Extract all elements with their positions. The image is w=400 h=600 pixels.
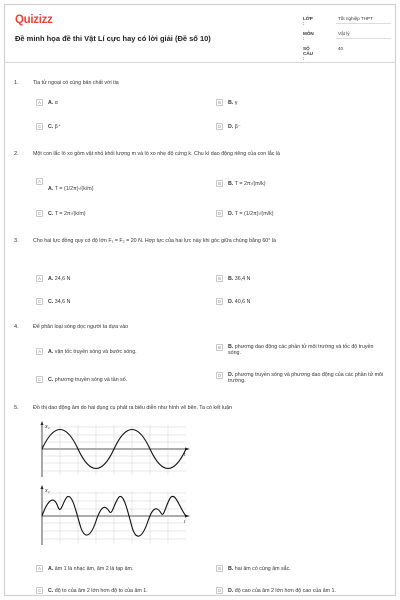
question-number: 4. [14,324,19,330]
option-a[interactable] [36,99,58,106]
option-text: vận tốc truyền sóng và bước sóng. [54,348,137,355]
top-axis-label: x₁ [45,424,50,430]
option-text: 24,6 N [54,275,71,282]
meta-label: LỚP : [303,16,313,26]
option-a[interactable] [36,565,133,572]
brand-logo: Quizizz [15,14,53,26]
option-text: α [54,99,58,106]
question-text: Để phân loại sóng dọc người ta dựa vào [33,324,129,330]
option-text: âm 1 là nhạc âm, âm 2 là tạp âm. [54,565,134,572]
top-t-label: t [184,453,186,458]
question-text: Đồ thị dao động âm do hai dụng cụ phát ra biểu diễn như hình vẽ bên. Ta có kết luận [33,405,232,411]
option-text: phương dao động các phần tử môi trường và tốc độ truyền sóng. [228,344,374,357]
option-key-box: B [216,180,223,187]
sound-wave-figure [36,421,192,549]
option-key-box: C [37,211,42,216]
option-b[interactable] [216,565,291,572]
option-c[interactable] [36,376,127,383]
option-key-box: C [37,124,42,129]
meta-value: 40 [338,46,344,51]
option-text: hai âm có cùng âm sắc. [234,565,291,572]
option-label: D. [228,123,234,130]
option-label: B. [228,565,234,572]
option-d[interactable] [216,210,274,217]
option-text: 36,4 N [234,275,251,282]
bottom-grid [42,491,186,543]
option-key-box: A [36,565,43,572]
option-key-box: C [37,377,42,382]
option-label: A. [48,275,54,282]
option-d[interactable] [216,372,384,384]
option-key-box: D [217,373,222,378]
option-key-box: D [217,211,222,216]
option-c[interactable] [36,587,148,594]
option-text: γ [234,99,238,106]
option-b[interactable] [216,275,250,282]
question-text: Cho hai lực đồng quy có độ lớn F₁ = F₂ = 20 N. Hợp lực của hai lực này khi góc giữa chúng bằng 60° là [33,238,276,244]
meta-label: MÔN : [303,31,314,41]
option-c[interactable] [36,298,70,305]
option-b[interactable] [216,344,384,356]
question-number: 3. [14,238,19,244]
top-y-arrow [41,421,44,425]
option-label: D. [228,587,234,594]
bottom-t-label: t [184,520,186,525]
option-text: β⁻ [234,123,241,130]
option-b[interactable] [216,99,237,106]
option-key-box: D [217,299,222,304]
option-label: B. [228,344,234,350]
option-label: B. [228,180,234,187]
option-label: B. [228,99,234,106]
option-label: A. [48,186,54,192]
option-a[interactable] [36,178,94,192]
meta-divider [336,23,391,24]
option-label: D. [228,210,234,217]
option-text: T = 2π√(k/m) [54,210,86,217]
meta-label: SỐ CÂU : [303,46,313,61]
option-key-box: C [37,299,42,304]
question-number: 2. [14,151,19,157]
option-d[interactable] [216,298,250,305]
page-title: Đề minh họa đề thi Vật Lí cực hay có lời giải (Đề số 10) [15,34,211,43]
option-text: T = (1/2π)√(k/m) [54,186,94,192]
question-number: 1. [14,80,19,86]
option-label: A. [48,565,54,572]
option-label: C. [48,210,54,217]
option-text: phương truyền sóng và tần số. [54,376,128,383]
option-key-box: D [217,124,222,129]
meta-value: Vật lý [338,31,350,36]
option-key-box: A [36,178,43,185]
option-text: độ cao của âm 2 lớn hơn độ cao của âm 1. [234,587,336,594]
question-text: Một con lắc lò xo gồm vật nhỏ khối lượng m và lò xo nhẹ độ cứng k. Chu kì dao động riêng của con lắc là [33,151,281,157]
option-label: D. [228,298,234,305]
bottom-y-arrow [41,485,44,489]
option-label: A. [48,99,54,106]
option-key-box: C [37,588,42,593]
option-key-box: A [36,275,43,282]
option-text: 40,6 N [234,298,251,305]
option-key-box: A [36,99,43,106]
option-key-box: B [216,99,223,106]
option-key-box: A [36,348,43,355]
option-text: độ to của âm 2 lớn hơn độ to của âm 1. [54,587,148,594]
option-key-box: B [216,275,223,282]
option-b[interactable] [216,180,266,187]
option-text: β⁺ [54,123,61,130]
option-text: T = 2π√(m/k) [234,180,266,187]
option-c[interactable] [36,123,61,130]
option-a[interactable] [36,275,70,282]
header-divider [4,62,396,63]
option-key-box: D [217,588,222,593]
meta-value: Tốt nghiệp THPT [338,16,373,21]
option-text: T = (1/2π)√(m/k) [234,210,274,217]
option-text: 34,6 N [54,298,71,305]
option-label: A. [48,348,54,355]
option-label: C. [48,376,54,383]
option-label: C. [48,298,54,305]
bottom-axis-label: x₂ [45,488,50,494]
option-label: C. [48,123,54,130]
option-key-box: B [216,344,223,351]
option-d[interactable] [216,587,336,594]
question-number: 5. [14,405,19,411]
option-a[interactable] [36,348,137,355]
option-d[interactable] [216,123,241,130]
option-c[interactable] [36,210,86,217]
question-text: Tia tử ngoại có cùng bản chất với tia [33,80,119,86]
option-text: phương truyền sóng và phương dao động của các phần tử môi trường. [228,372,384,385]
option-key-box: B [216,565,223,572]
option-label: B. [228,275,234,282]
meta-divider [336,38,391,39]
option-label: D. [228,372,234,378]
option-label: C. [48,587,54,594]
